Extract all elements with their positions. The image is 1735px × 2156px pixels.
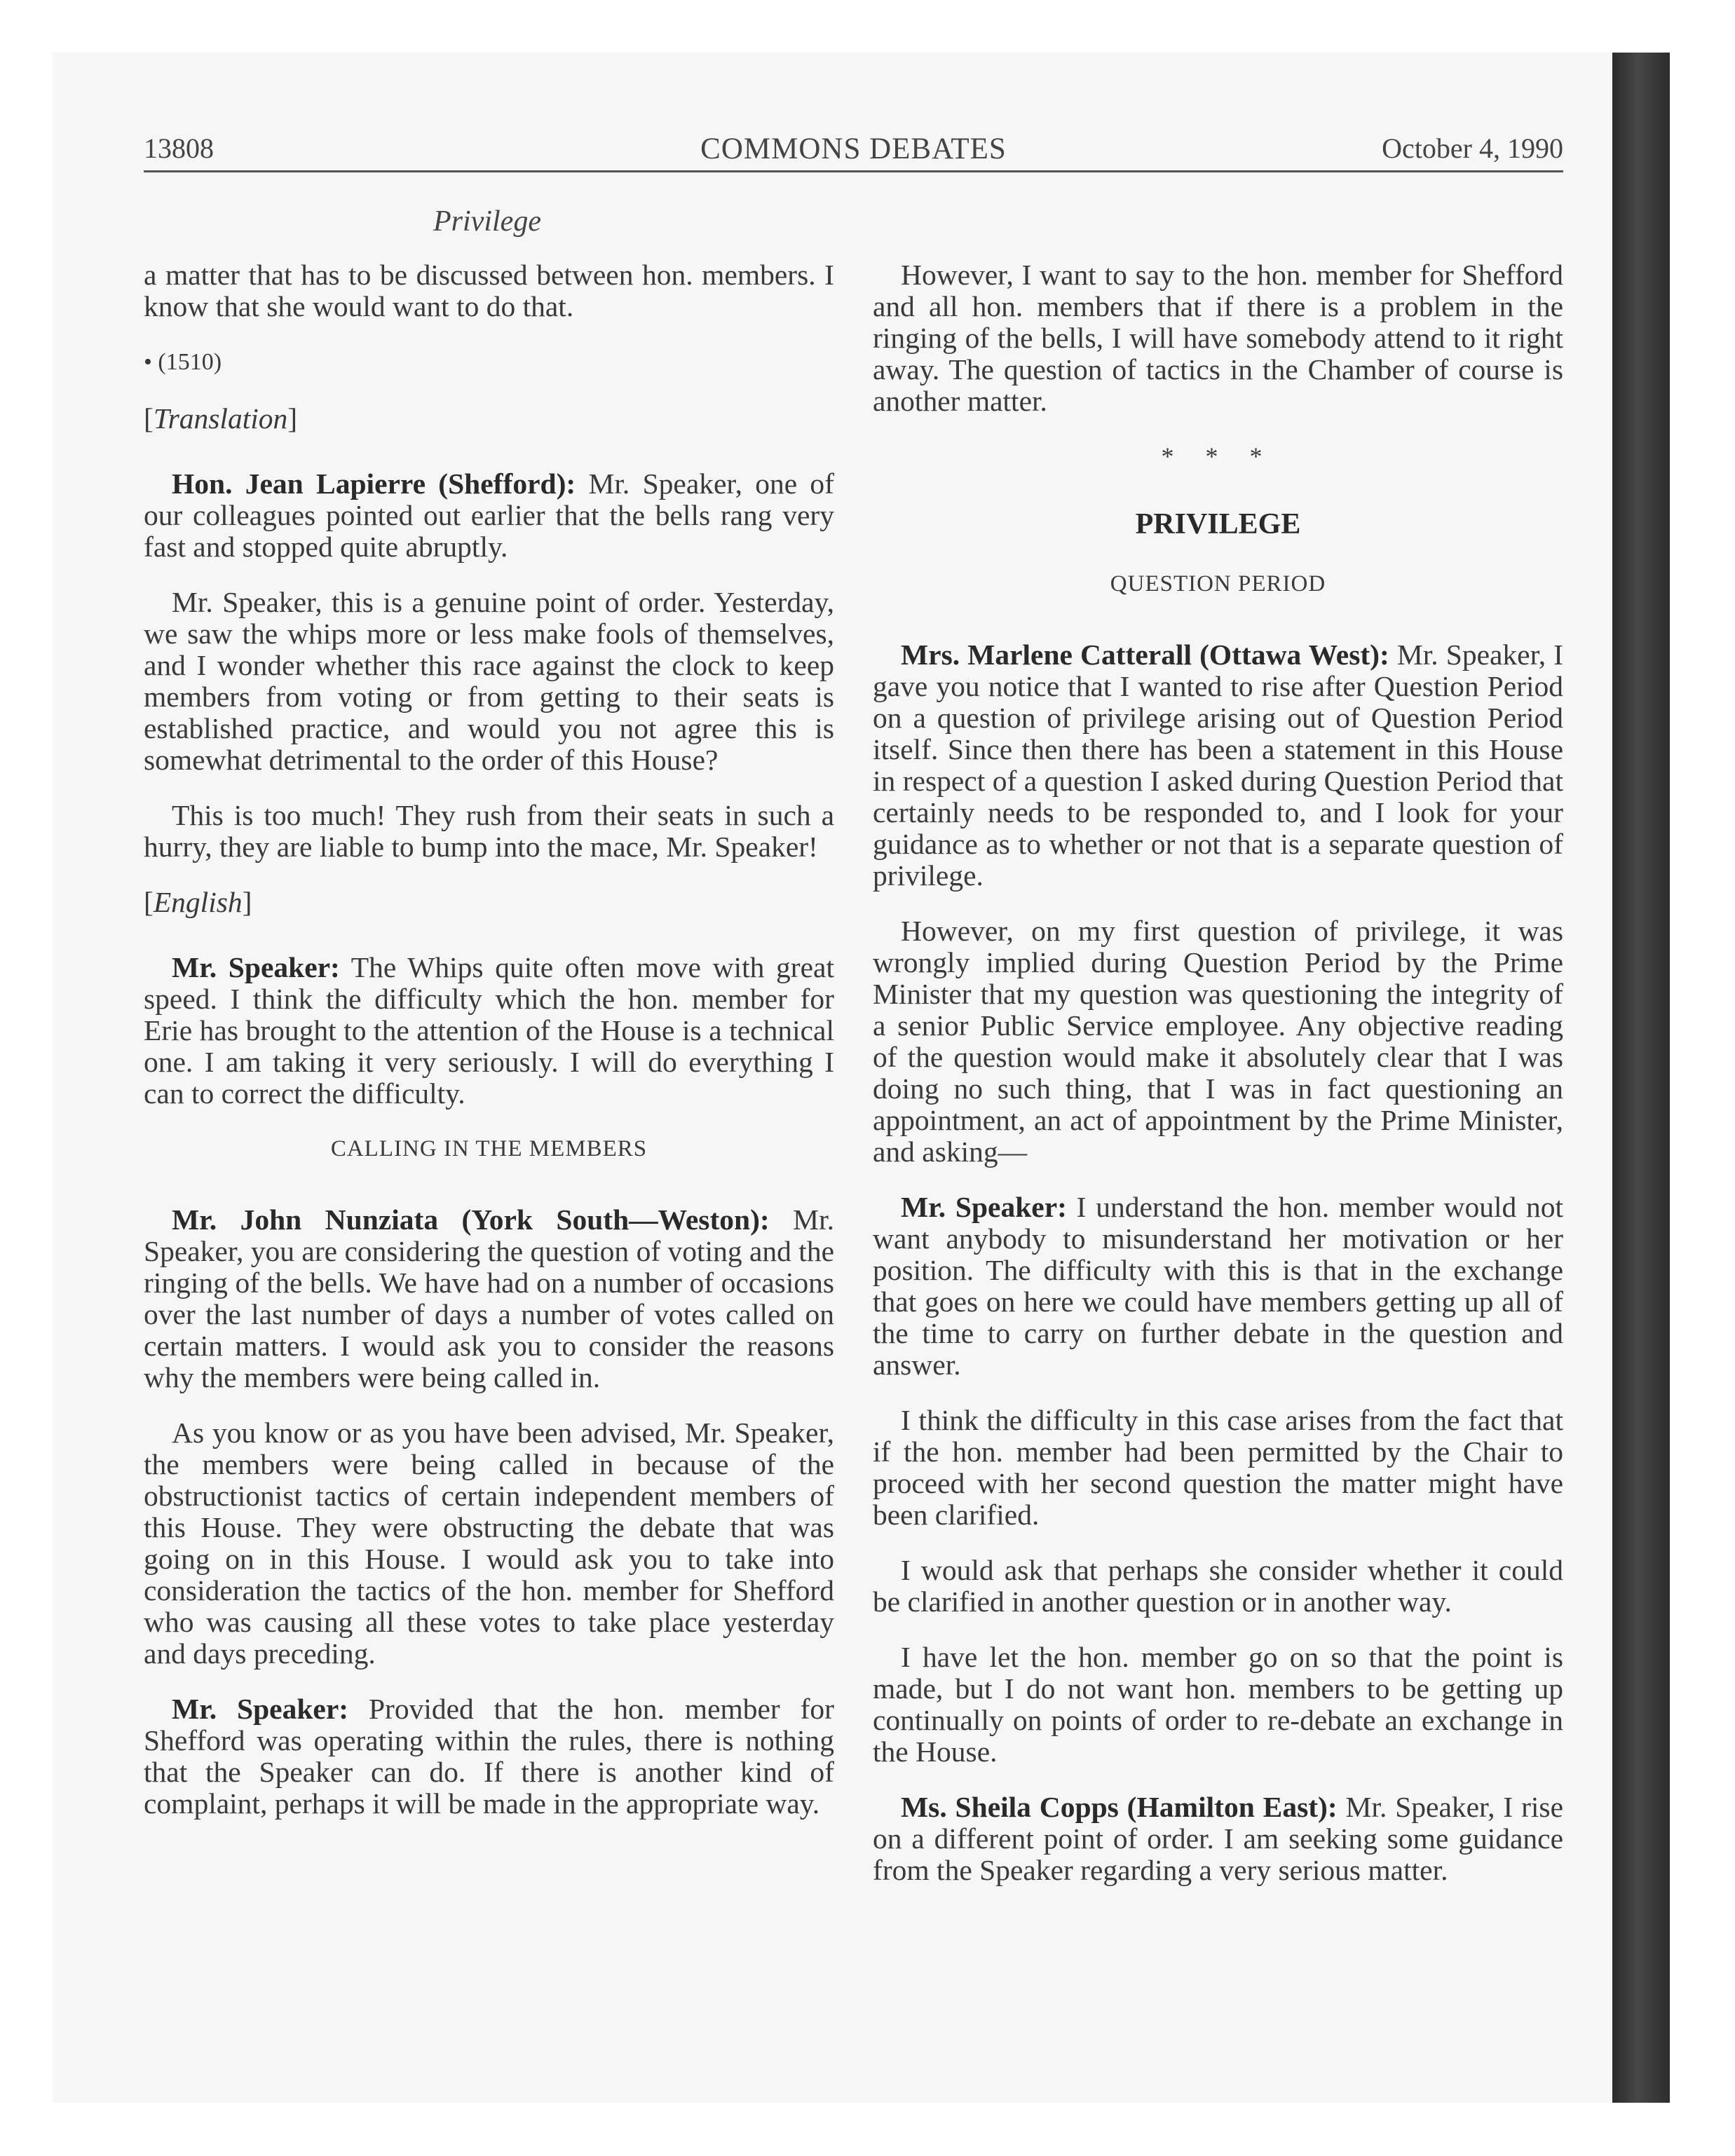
language-marker: [English] xyxy=(144,886,252,918)
paragraph: a matter that has to be discussed between hon. members. I know that she would want to do that. xyxy=(144,259,834,322)
paragraph: I have let the hon. member go on so that the point is made, but I do not want hon. members to be getting up continually on points of order to re-debate an exchange in the House. xyxy=(873,1641,1563,1768)
left-column xyxy=(144,259,834,1843)
speech-paragraph: Mr. Speaker: I understand the hon. member would not want anybody to misunderstand her motivation or her position. The difficulty with this is that in the exchange that goes on here we could have members getting up all of the time to carry on further debate in the question and answer. xyxy=(873,1191,1563,1381)
speech-paragraph: Mr. Speaker: Provided that the hon. member for Shefford was operating within the rules, there is nothing that the Speaker can do. If there is another kind of complaint, perhaps it will be made in the appropriate way. xyxy=(144,1693,834,1820)
subheading: QUESTION PERIOD xyxy=(1110,571,1326,596)
section-separator: * * * xyxy=(1161,442,1275,470)
journal-title: COMMONS DEBATES xyxy=(700,132,1007,165)
speaker-name: Mr. Speaker: xyxy=(901,1191,1067,1223)
paragraph: Mr. Speaker, this is a genuine point of order. Yesterday, we saw the whips more or less make fools of themselves, and I wonder whether this race against the clock to keep members from voting or from getting to their seats is established practice, and would you not agree this is somewhat detrimental to the order of this House? xyxy=(144,586,834,776)
right-column xyxy=(873,259,1563,1910)
speaker-name: Mrs. Marlene Catterall (Ottawa West): xyxy=(901,639,1389,671)
speaker-name: Mr. John Nunziata (York South—Weston): xyxy=(172,1203,770,1236)
speech-paragraph: Mr. Speaker: The Whips quite often move with great speed. I think the difficulty which the hon. member for Erie has brought to the attention of the House is a technical one. I am taking it very seriously. I will do everything I can to correct the difficulty. xyxy=(144,951,834,1110)
running-head: Privilege xyxy=(433,205,541,238)
paragraph: As you know or as you have been advised, Mr. Speaker, the members were being called in because of the obstructionist tactics of certain independent members of this House. They were obstructing the debate that was going on in this House. I would ask you to take into consideration the tactics of the hon. member for Shefford who was causing all these votes to take place yesterday and days preceding. xyxy=(144,1417,834,1670)
language-marker: [Translation] xyxy=(144,402,298,435)
section-heading: PRIVILEGE xyxy=(1135,508,1301,540)
speech-paragraph: Ms. Sheila Copps (Hamilton East): Mr. Speaker, I rise on a different point of order. I am seeking some guidance from the Speaker regarding a very serious matter. xyxy=(873,1791,1563,1886)
speaker-name: Mr. Speaker: xyxy=(172,951,340,983)
page-header xyxy=(144,132,1563,171)
subheading: CALLING IN THE MEMBERS xyxy=(330,1136,648,1161)
speaker-name: Hon. Jean Lapierre (Shefford): xyxy=(172,468,576,500)
scan-edge-shadow xyxy=(1612,53,1670,2103)
speech-paragraph: Hon. Jean Lapierre (Shefford): Mr. Speaker, one of our colleagues pointed out earlier that the bells rang very fast and stopped quite abruptly. xyxy=(144,468,834,563)
paragraph: This is too much! They rush from their seats in such a hurry, they are liable to bump into the mace, Mr. Speaker! xyxy=(144,799,834,863)
paragraph: However, on my first question of privilege, it was wrongly implied during Question Period by the Prime Minister that my question was questioning the integrity of a senior Public Service employee. Any objective reading of the question would make it absolutely clear that I was doing no such thing, that I was in fact questioning an appointment, an act of appointment by the Prime Minister, and asking— xyxy=(873,915,1563,1168)
speech-paragraph: Mr. John Nunziata (York South—Weston): Mr. Speaker, you are considering the question of voting and the ringing of the bells. We have had on a number of occasions over the last number of days a number of votes called on certain matters. I would ask you to consider the reasons why the members were being called in. xyxy=(144,1203,834,1393)
page-number: 13808 xyxy=(144,132,214,164)
time-marker: • (1510) xyxy=(144,349,222,375)
header-rule xyxy=(144,170,1563,172)
paragraph: I would ask that perhaps she consider whether it could be clarified in another question or in another way. xyxy=(873,1554,1563,1618)
paragraph: However, I want to say to the hon. member for Shefford and all hon. members that if there is a problem in the ringing of the bells, I will have somebody attend to it right away. The question of tactics in the Chamber of course is another matter. xyxy=(873,259,1563,417)
paragraph: I think the difficulty in this case arises from the fact that if the hon. member had been permitted by the Chair to proceed with her second question the matter might have been clarified. xyxy=(873,1404,1563,1531)
speaker-name: Mr. Speaker: xyxy=(172,1693,349,1725)
issue-date: October 4, 1990 xyxy=(1382,132,1563,164)
speech-paragraph: Mrs. Marlene Catterall (Ottawa West): Mr. Speaker, I gave you notice that I wanted to rise after Question Period on a question of privilege arising out of Question Period itself. Since then there has been a statement in this House in respect of a question I asked during Question Period that certainly needs to be responded to, and I look for your guidance as to whether or not that is a separate question of privilege. xyxy=(873,639,1563,892)
speaker-name: Ms. Sheila Copps (Hamilton East): xyxy=(901,1791,1338,1823)
